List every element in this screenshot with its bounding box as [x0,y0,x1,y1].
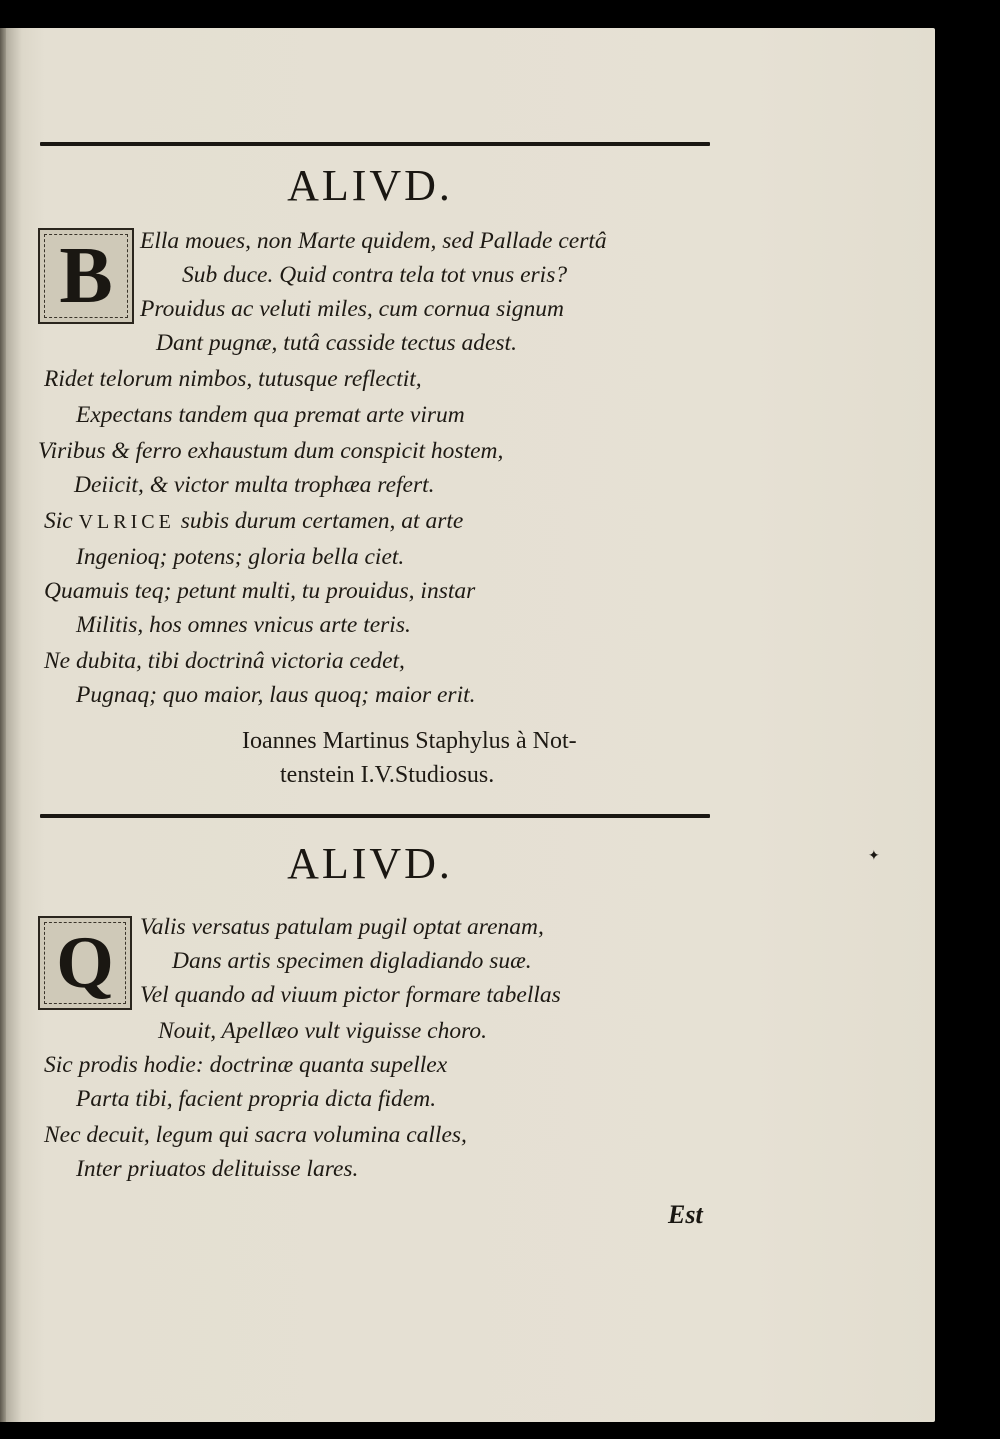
poem1-line-9-start: Sic [44,508,73,534]
middle-rule [40,814,710,818]
poem1-line-11: Quamuis teq; petunt multi, tu prouidus, instar [44,578,476,604]
initial-ornament-border [44,922,126,1004]
poem2-line-2: Dans artis specimen digladiando suæ. [172,948,532,974]
poem1-line-9 [44,508,463,535]
poem2-heading: ALIVD. [287,839,453,888]
poem1-line-9-name: VLRICE [78,511,175,533]
poem2-line-3: Vel quando ad viuum pictor formare tabellas [140,982,561,1008]
poem1-heading: ALIVD. [287,161,453,210]
catchword: Est [668,1200,703,1229]
poem1-line-7: Viribus & ferro exhaustum dum conspicit hostem, [38,438,504,464]
poem1-signature-line-1: Ioannes Martinus Staphylus à Not- [242,728,577,754]
poem1-signature-line-2: tenstein I.V.Studiosus. [280,762,495,788]
poem2-line-6: Parta tibi, facient propria dicta fidem. [76,1086,437,1112]
poem1-line-4: Dant pugnæ, tutâ casside tectus adest. [156,330,517,356]
page-spine-shadow [0,28,6,1422]
poem2-line-7: Nec decuit, legum qui sacra volumina calles, [44,1122,467,1148]
top-rule [40,142,710,146]
poem2-line-5: Sic prodis hodie: doctrinæ quanta supellex [44,1052,448,1078]
poem2-line-1: Valis versatus patulam pugil optat arenam, [140,914,544,940]
poem1-line-6: Expectans tandem qua premat arte virum [76,402,465,428]
poem1-line-3: Prouidus ac veluti miles, cum cornua signum [140,296,565,322]
poem1-line-14: Pugnaq; quo maior, laus quoq; maior erit. [76,682,476,708]
poem1-line-8: Deiicit, & victor multa trophæa refert. [74,472,435,498]
poem1-decorated-initial [38,228,134,324]
poem1-line-12: Militis, hos omnes vnicus arte teris. [76,612,411,638]
poem2-line-8: Inter priuatos delituisse lares. [76,1156,359,1182]
poem2-line-4: Nouit, Apellæo vult viguisse choro. [158,1018,487,1044]
poem2-decorated-initial [38,916,132,1010]
poem1-line-2: Sub duce. Quid contra tela tot vnus eris? [182,262,568,288]
ink-spot-icon: ✦ [868,848,880,864]
poem1-line-1: Ella moues, non Marte quidem, sed Pallade certâ [140,228,607,254]
poem1-initial-letter: B [59,231,113,320]
initial-ornament-border [44,234,128,318]
poem1-line-9-rest: subis durum certamen, at arte [180,508,464,534]
poem1-line-13: Ne dubita, tibi doctrinâ victoria cedet, [44,648,405,674]
poem2-initial-letter: Q [56,921,114,1004]
poem1-line-10: Ingenioq; potens; gloria bella ciet. [76,544,405,570]
poem1-line-5: Ridet telorum nimbos, tutusque reflectit, [44,366,422,392]
